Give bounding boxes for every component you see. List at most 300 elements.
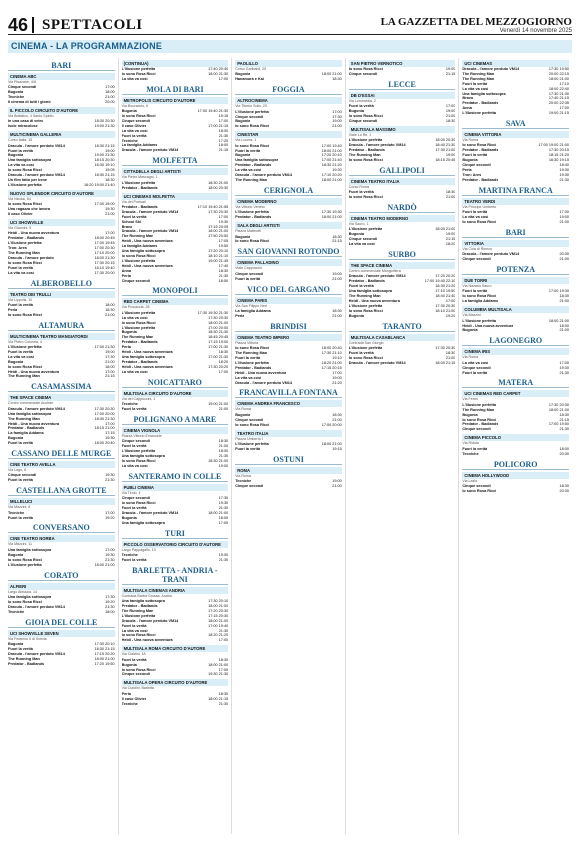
- film-row: [8, 212, 115, 217]
- film-showtimes: 18:30: [105, 307, 115, 312]
- film-title: Cinque secondi: [8, 85, 37, 90]
- film-title: Fuori la verità: [462, 153, 488, 158]
- film-title: L'illusione perfetta: [348, 346, 383, 350]
- film-showtimes: 18:00: [559, 323, 569, 328]
- film-title: Una famiglia sottosopra: [8, 594, 52, 599]
- cinema-name: RED CARPET CINEMA: [122, 298, 229, 305]
- film-title: La famiglia Addams: [121, 244, 158, 249]
- cinema-name: ALFIERI: [8, 583, 115, 590]
- film-showtimes: 19:00 21:15: [548, 111, 569, 116]
- film-showtimes: 17:15 20:20: [94, 651, 115, 656]
- film-showtimes: 17:30 20:20: [208, 364, 229, 369]
- film-title: The Running Man: [121, 234, 154, 239]
- film-title: Tron: Ares: [462, 172, 482, 177]
- film-showtimes: 17:00: [105, 421, 115, 426]
- film-showtimes: 19:30: [559, 172, 569, 177]
- film-title: Bravo: [462, 96, 474, 101]
- film-showtimes: 19:00: [445, 232, 456, 237]
- film-title: Tecniche: [121, 552, 138, 557]
- cinema-address: Via Mazzini: [462, 313, 481, 318]
- film-showtimes: 18:20: [445, 242, 456, 247]
- film-title: Io sono Rosa Ricci: [348, 157, 383, 162]
- film-title: Predator - Badlands: [462, 422, 499, 427]
- film-showtimes: 17:00: [105, 231, 115, 236]
- film-showtimes: 16:30 19:15: [548, 158, 569, 163]
- film-title: Dracula - l'amore perduto VM14: [235, 380, 293, 385]
- film-showtimes: 17:15: [105, 431, 115, 436]
- film-title: Bugonia: [8, 552, 24, 557]
- film-showtimes: 17:00 20:00: [321, 422, 342, 427]
- film-title: Bugonia: [8, 359, 24, 364]
- film-row: [122, 186, 229, 191]
- film-title: The Running Man: [8, 416, 40, 421]
- film-showtimes: 18:30: [218, 657, 229, 662]
- film-showtimes: 18:30: [445, 350, 456, 355]
- film-title: Io sono Rosa Ricci: [8, 557, 42, 562]
- film-row: [235, 277, 342, 282]
- film-title: Fuori la verità: [121, 557, 147, 562]
- city-heading: CASSANO DELLE MURGE: [8, 449, 115, 459]
- film-title: L'illusione perfetta: [121, 449, 156, 454]
- cinema-name: ALTROCINEMA: [235, 97, 342, 104]
- city-heading: POLIGNANO A MARE: [122, 415, 229, 425]
- film-title: Una famiglia sottosopra: [462, 91, 506, 96]
- film-showtimes: 19:10: [332, 356, 342, 360]
- film-row: [462, 328, 569, 333]
- film-showtimes: 19:20: [105, 599, 115, 604]
- film-showtimes: 21:30: [105, 557, 115, 562]
- film-title: L'illusione perfetta: [121, 67, 156, 71]
- film-showtimes: 18:30: [218, 691, 229, 696]
- film-title: Predator - Badlands: [8, 236, 45, 241]
- film-showtimes: 18:30 21:20: [321, 163, 342, 168]
- film-showtimes: 17:00: [445, 104, 456, 109]
- city-heading: MATERA: [462, 378, 569, 388]
- film-title: Predator - Badlands: [8, 426, 45, 431]
- film-showtimes: 21:00: [559, 328, 569, 333]
- film-showtimes: 21:30: [218, 505, 229, 510]
- film-title: The Running Man: [235, 351, 268, 356]
- film-showtimes: 17:30: [332, 114, 342, 119]
- film-row: [122, 77, 229, 82]
- film-showtimes: 17:00: [559, 360, 569, 365]
- cinema-name: CINEMA HOLLYWOOD: [462, 472, 569, 479]
- film-showtimes: 18:30: [218, 268, 229, 273]
- city-heading: GIOIA DEL COLLE: [8, 618, 115, 628]
- city-heading: CASTELLANA GROTTE: [8, 486, 115, 496]
- film-showtimes: 17:20 20:10: [321, 153, 342, 158]
- cinema-address: Via Bottalico, 4 Santo Spirito: [8, 114, 54, 119]
- film-row: [235, 381, 342, 386]
- film-row: [349, 119, 456, 124]
- film-title: L'illusione perfetta: [462, 111, 496, 116]
- film-title: Predator - Badlands: [235, 163, 272, 168]
- film-showtimes: 18:15 21:00: [94, 426, 115, 431]
- film-row: [349, 72, 456, 77]
- cinema-name: CINEMA TEATRO MODERNO: [349, 215, 456, 222]
- cinema-name: DB D'ESSAI: [349, 92, 456, 99]
- film-showtimes: 19:00 21:45: [208, 258, 229, 263]
- film-showtimes: 19:00 21:30: [94, 153, 115, 158]
- film-showtimes: 18:00 21:00: [548, 76, 569, 81]
- film-showtimes: 18:00 21:00: [208, 510, 229, 515]
- cinema-address: Via Roma: [235, 407, 251, 412]
- film-showtimes: 18:00 21:00: [208, 662, 229, 667]
- film-title: La vita va così: [8, 163, 34, 168]
- film-title: Io sono Rosa Ricci: [8, 599, 42, 604]
- cinema-name: CINEMA ABC: [8, 73, 115, 80]
- film-showtimes: 18:00 21:00: [208, 229, 229, 234]
- film-title: Heidi - Una nuova avventura: [121, 638, 173, 643]
- film-title: Una famiglia sottosopra: [8, 411, 52, 416]
- film-title: La vita va così: [121, 76, 148, 81]
- film-showtimes: 18:00 21:30: [94, 255, 115, 260]
- film-title: Io sono Rosa Ricci: [348, 195, 383, 200]
- cinema-address: Via Ridola: [462, 441, 479, 446]
- film-row: [349, 314, 456, 319]
- film-showtimes: 17:15 20:30: [208, 613, 229, 618]
- film-showtimes: 18:00 21:00: [321, 215, 342, 220]
- cinema-name: CINEMA ANDREA FRANCESCO: [235, 400, 342, 407]
- city-heading: TARANTO: [349, 322, 456, 332]
- listing-column: [345, 58, 459, 834]
- film-title: Predator - Badlands: [348, 279, 385, 284]
- film-row: [462, 299, 569, 304]
- film-title: Io sono Rosa Ricci: [462, 294, 497, 299]
- film-title: Una famiglia sottosopra: [121, 354, 165, 359]
- film-row: [235, 447, 342, 452]
- film-title: Perla: [235, 313, 245, 318]
- city-heading: NARDÒ: [349, 203, 456, 213]
- city-heading: MOLA DI BARI: [122, 85, 229, 95]
- film-title: Fuori la verità: [8, 302, 33, 307]
- film-showtimes: 21:00: [559, 299, 569, 304]
- film-row: [235, 239, 342, 244]
- film-row: [462, 371, 569, 376]
- film-showtimes: 17:30 19:30: [321, 210, 342, 215]
- film-title: Una famiglia sottosopra: [121, 520, 165, 525]
- film-title: La vita va così: [121, 369, 148, 374]
- film-title: L'illusione perfetta: [462, 318, 496, 323]
- film-title: Predator - Badlands: [462, 101, 499, 106]
- film-showtimes: 18:10 21:10: [208, 253, 229, 258]
- film-title: La vita va così: [121, 315, 148, 320]
- film-title: Io sono Rosa Ricci: [121, 114, 156, 119]
- film-showtimes: 18:00: [218, 143, 229, 148]
- film-showtimes: 21:00: [218, 406, 229, 411]
- cinema-address: Piazza Vittoria: [235, 340, 259, 345]
- cinema-address: Via dei Cappuccini, 1: [121, 396, 156, 401]
- film-showtimes: 17:00 20:00: [208, 325, 229, 330]
- film-title: Anna: [121, 268, 132, 273]
- film-showtimes: 17:00 19:00 21:00: [538, 143, 569, 148]
- film-title: L'illusione perfetta: [121, 258, 156, 263]
- film-showtimes: 18:30 21:30: [94, 416, 115, 421]
- film-title: L'illusione perfetta: [121, 180, 156, 185]
- film-showtimes: 18:00: [105, 609, 115, 614]
- cinema-address: Via Cialdini, 18: [121, 652, 146, 657]
- film-showtimes: 20:30: [559, 488, 569, 493]
- film-title: Una famiglia sottosopra: [8, 158, 52, 163]
- film-showtimes: 18:30: [218, 439, 229, 444]
- cinema-address: Via Giannini, 9: [8, 225, 32, 230]
- cinema-address: Via Lippolis, 10: [8, 297, 33, 302]
- film-row: [122, 558, 229, 563]
- film-showtimes: 21:30: [218, 273, 229, 278]
- city-heading: NOICATTARO: [122, 378, 229, 388]
- film-title: Dracula - l'amore perduto VM14: [8, 651, 65, 656]
- film-title: Bugonia: [8, 153, 24, 158]
- film-title: L'illusione perfetta: [235, 360, 269, 365]
- film-showtimes: 19:30: [218, 500, 229, 505]
- film-showtimes: 21:30: [559, 427, 569, 432]
- cinema-name: MULTICINEMA TEATRO MANGIATORDI: [8, 333, 115, 340]
- film-title: Fuori la verità: [348, 350, 374, 355]
- film-row: [8, 124, 115, 129]
- cinema-name: MULTISALA OPERA CIRCUITO D'AUTORE: [122, 679, 229, 686]
- film-title: Cinque secondi: [348, 71, 378, 76]
- film-title: Una famiglia sottosopra: [121, 599, 165, 604]
- film-showtimes: 17:00: [559, 106, 569, 111]
- film-showtimes: 19:05: [105, 168, 115, 173]
- film-title: Cinque secondi: [348, 118, 378, 123]
- cinema-name: CINEMA MODERNO: [235, 198, 342, 205]
- film-title: The Running Man: [121, 335, 154, 340]
- cinema-address: Largo Pappagallo, 13: [121, 547, 156, 552]
- film-showtimes: 19:20: [105, 515, 115, 520]
- film-row: [8, 271, 115, 276]
- film-showtimes: 20:30: [559, 252, 569, 257]
- film-title: Io sono Rosa Ricci: [121, 320, 156, 325]
- cinema-name: COLUMBIA MULTISALA: [462, 306, 569, 313]
- film-title: Dracula - l'amore perduto VM14: [8, 604, 65, 609]
- film-title: Bugonia: [348, 313, 364, 318]
- film-title: Io sono Rosa Ricci: [8, 364, 42, 369]
- film-showtimes: 21:15: [445, 71, 456, 76]
- film-title: Cinque secondi: [462, 427, 491, 432]
- film-row: [8, 183, 115, 188]
- film-showtimes: 18:00 21:00: [94, 562, 115, 567]
- film-title: La famiglia Addams: [121, 143, 158, 148]
- film-showtimes: 21:00: [105, 212, 115, 217]
- film-title: Fuori la verità: [462, 210, 488, 215]
- film-showtimes: 17:00 20:00: [94, 411, 115, 416]
- film-title: Heidi - Una nuova avventura: [8, 369, 60, 374]
- film-showtimes: 18:00 21:00: [94, 656, 115, 661]
- film-showtimes: 17:00 19:30: [548, 289, 569, 294]
- film-showtimes: 18:00 21:00: [548, 318, 569, 323]
- film-title: Fuori la verità: [348, 284, 374, 289]
- film-title: Dracula - l'amore perduto VM14: [121, 148, 179, 153]
- film-showtimes: 18:50: [218, 278, 229, 283]
- film-title: The Running Man: [8, 250, 40, 255]
- film-showtimes: 18:00 21:00: [435, 227, 456, 232]
- film-title: In una casa di vetro: [8, 119, 44, 124]
- film-title: La vita va così: [8, 354, 34, 359]
- film-title: Fuori la verità: [121, 623, 147, 628]
- cinema-name: UCI CINEMAS: [462, 60, 569, 67]
- film-showtimes: 19:00: [218, 552, 229, 557]
- film-title: The Running Man: [348, 152, 381, 157]
- film-title: Fuori la verità: [8, 349, 33, 354]
- film-title: L'illusione perfetta: [348, 138, 383, 143]
- city-heading: MARTINA FRANCA: [462, 186, 569, 196]
- cinema-name: PUBLI CINEMA: [122, 484, 229, 491]
- film-title: Bravo: [121, 224, 133, 229]
- city-heading: MONOPOLI: [122, 286, 229, 296]
- film-title: Io sono Rosa Ricci: [8, 202, 42, 207]
- film-title: Heidi - Una nuova avventura: [121, 350, 173, 355]
- city-heading: VICO DEL GARGANO: [235, 285, 342, 295]
- cinema-name: MULTISALA ROMA CIRCUITO D'AUTORE: [122, 645, 229, 652]
- city-heading: SURBO: [349, 250, 456, 260]
- film-title: Io sono Rosa Ricci: [235, 346, 270, 351]
- cinema-name: MULTISALA CINEMAS ANDRIA: [122, 587, 229, 594]
- film-title: Bugonia: [8, 436, 24, 441]
- film-showtimes: 18:30: [332, 234, 342, 239]
- film-showtimes: 17:30 20:30: [435, 303, 456, 308]
- film-title: Cinque secondi: [8, 473, 37, 478]
- film-row: [462, 452, 569, 457]
- film-showtimes: 17:00 21:15: [208, 123, 229, 128]
- film-showtimes: 18:00: [105, 364, 115, 369]
- film-row: [122, 521, 229, 526]
- cinema-address: Centro commerciale Auchan: [8, 401, 54, 406]
- film-showtimes: 17:00 21:30: [94, 345, 115, 350]
- film-title: Hanamura e Kai: [235, 77, 264, 82]
- film-showtimes: 20:00 22:15: [548, 71, 569, 76]
- film-showtimes: 17:00 19:40: [208, 623, 229, 628]
- film-title: Dracula - l'amore perduto VM14: [8, 406, 65, 411]
- film-showtimes: 17:30 20:30: [208, 209, 229, 214]
- film-row: [462, 427, 569, 432]
- cinema-name: METROPOLIS CIRCUITO D'AUTORE: [122, 97, 229, 104]
- film-showtimes: 18:30 21:15: [94, 143, 115, 148]
- film-title: Fuori la verità: [121, 444, 147, 449]
- film-title: Una ragazza che lavora: [8, 207, 50, 212]
- film-title: Perla: [121, 273, 131, 278]
- cinema-address: Via Fermi: [462, 397, 478, 402]
- film-showtimes: 18:00: [218, 515, 229, 520]
- film-showtimes: 19:30: [559, 365, 569, 370]
- film-title: Tecniche: [121, 402, 138, 406]
- film-showtimes: 17:00: [105, 85, 115, 90]
- film-showtimes: 18:30: [445, 190, 456, 195]
- film-showtimes: 18:00: [218, 128, 229, 133]
- film-showtimes: 18:30 20:30: [94, 119, 115, 124]
- cinema-name: CINEMA VIGNOLA: [122, 427, 229, 434]
- film-row: [8, 662, 115, 667]
- film-title: L'illusione perfetta: [8, 345, 42, 350]
- film-title: L'illusione perfetta: [235, 441, 269, 446]
- cinema-name: UCI SHOWVILLE SEVEN: [8, 630, 115, 637]
- cinema-address: Via Pisacane, 4/A: [8, 80, 37, 84]
- city-heading: ALBEROBELLO: [8, 279, 115, 289]
- film-title: Dracula - l'amore perduto VM14: [462, 67, 520, 71]
- film-showtimes: 21:15: [445, 237, 456, 242]
- film-title: Un film fatto per bene: [8, 178, 48, 182]
- film-showtimes: 18:30 21:00: [208, 180, 229, 185]
- film-showtimes: 21:30: [105, 478, 115, 483]
- cinema-address: Piazza Matteotti: [235, 229, 261, 234]
- film-showtimes: 18:00 20:40: [321, 346, 342, 351]
- film-showtimes: 17:00 19:40: [321, 143, 342, 148]
- film-title: Fuori la verità: [8, 478, 33, 483]
- film-title: Heidi - Una nuova avventura: [235, 370, 287, 375]
- film-showtimes: 18:00 21:00: [208, 604, 229, 609]
- film-title: La famiglia Addams: [462, 299, 499, 304]
- cinema-address: Contrada San Giorgio: [348, 340, 384, 345]
- cinema-address: Via Tiberio Solis, 20: [235, 104, 267, 109]
- film-showtimes: 19:30: [105, 552, 115, 557]
- film-showtimes: 19:15: [218, 114, 229, 119]
- film-showtimes: 21:00: [105, 359, 115, 364]
- film-showtimes: 18:30: [559, 294, 569, 299]
- cinema-address: Contrada Barba Grossa, Andria: [121, 593, 172, 598]
- film-row: [235, 423, 342, 428]
- cinema-name: IL PICCOLO CIRCUITO D'AUTORE: [8, 107, 115, 114]
- cinema-address: Via San Filippo Neri: [235, 303, 267, 308]
- film-showtimes: 17:30 21:30: [548, 91, 569, 96]
- film-title: L'illusione perfetta: [121, 310, 156, 315]
- city-heading: CORATO: [8, 571, 115, 581]
- film-showtimes: 18:00 20:30: [435, 138, 456, 143]
- film-showtimes: 19:00: [332, 375, 342, 380]
- film-showtimes: 18:15 20:30: [94, 158, 115, 163]
- cinema-name: CINEMA VITTORIA: [462, 131, 569, 138]
- film-showtimes: 21:00: [105, 312, 115, 317]
- film-title: Io sono Rosa Ricci: [235, 422, 270, 427]
- film-title: Dracula - l'amore perduto VM14: [121, 510, 179, 515]
- film-title: Cinque secondi: [121, 439, 150, 444]
- film-title: La vita va così: [235, 375, 262, 380]
- film-showtimes: 21:30: [218, 701, 229, 706]
- film-showtimes: 17:00: [218, 214, 229, 219]
- film-title: Perla: [462, 168, 472, 172]
- film-row: [349, 195, 456, 200]
- film-title: Cinque secondi: [121, 672, 150, 677]
- cinema-name: SAN PIETRO VERNOTICO: [349, 60, 456, 67]
- film-title: Anna: [462, 106, 472, 111]
- film-showtimes: 17:20 20:20: [435, 274, 456, 279]
- film-showtimes: 18:00 21:00: [208, 320, 229, 325]
- cinema-name: SALA DEGLI ARTISTI: [235, 222, 342, 229]
- film-showtimes: 21:30: [218, 453, 229, 458]
- film-title: Una famiglia sottosopra: [121, 453, 165, 458]
- film-title: Fuori la verità: [348, 104, 374, 109]
- city-heading: MOLFETTA: [122, 156, 229, 166]
- film-title: Fuori la verità: [8, 441, 33, 446]
- cinema-address: Corso Garibaldi, 25: [235, 67, 267, 71]
- film-showtimes: 17:00 21:30: [208, 354, 229, 359]
- film-showtimes: 19:30: [105, 207, 115, 212]
- cinema-address: Centro commerciale Mongolfiera: [348, 269, 401, 274]
- film-title: Bugonia: [235, 119, 251, 124]
- listing-column: [458, 58, 572, 834]
- film-showtimes: 17:20 20:30: [208, 608, 229, 613]
- film-showtimes: 18:30 21:15: [94, 646, 115, 651]
- film-row: [8, 478, 115, 483]
- film-title: Una famiglia sottosopra: [235, 158, 279, 163]
- film-title: La vita va così: [462, 360, 489, 365]
- cinema-address: Via Federico II di Svevia: [8, 636, 47, 641]
- film-title: Heidi - Una nuova avventura: [462, 323, 514, 328]
- film-row: [462, 178, 569, 183]
- cinema-address: Corso Italia, 15: [8, 138, 33, 143]
- film-title: Fuori la verità: [8, 265, 33, 270]
- film-showtimes: 18:00 21:00: [548, 407, 569, 412]
- film-title: School Ski: [121, 219, 142, 224]
